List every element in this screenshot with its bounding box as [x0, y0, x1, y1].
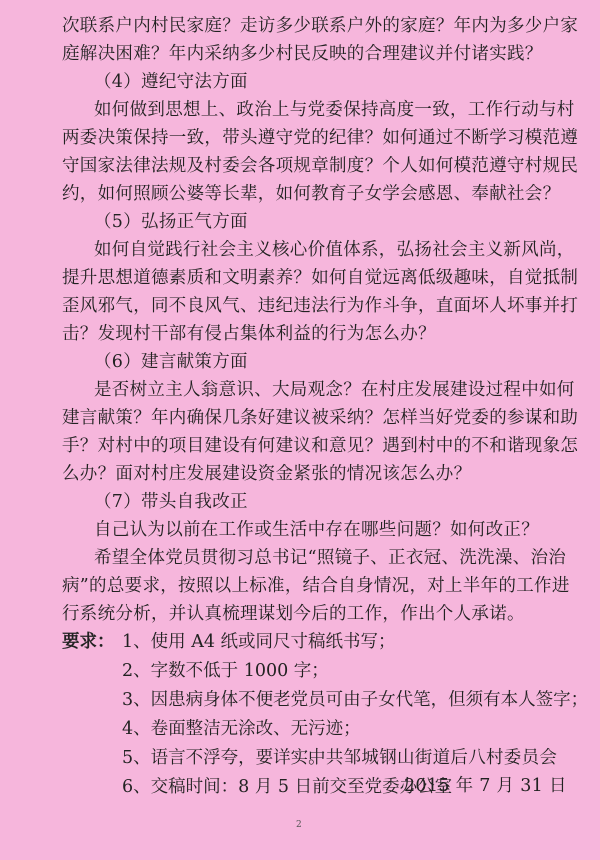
body-line: 自己认为以前在工作或生活中存在哪些问题？如何改正？: [94, 520, 539, 540]
section-heading-6: （6）建言献策方面: [94, 352, 248, 372]
body-line: 约，如何照顾公婆等长辈，如何教育子女学会感恩、奉献社会？: [62, 184, 561, 204]
requirements-label: 要求：: [62, 632, 115, 652]
body-line: 希望全体党员贯彻习总书记“照镜子、正衣冠、洗洗澡、治治: [94, 548, 567, 568]
body-line: 么办？面对村庄发展建设资金紧张的情况该怎么办？: [62, 464, 472, 484]
requirement-item: [62, 628, 554, 657]
body-line: 如何做到思想上、政治上与党委保持高度一致，工作行动与村: [94, 100, 575, 120]
body-line: 歪风邪气，同不良风气、违纪违法行为作斗争，直面坏人坏事并打: [62, 296, 579, 316]
body-line: 两委决策保持一致，带头遵守党的纪律？如何通过不断学习模范遵: [62, 128, 579, 148]
signature-organization: 中共邹城钢山街道后八村委员会: [308, 748, 558, 768]
document-body: [62, 12, 589, 802]
section-heading-5: （5）弘扬正气方面: [94, 212, 248, 232]
requirement-text: 1、使用 A4 纸或同尺寸稿纸书写；: [122, 632, 396, 652]
body-line: 次联系户内村民家庭？走访多少联系户外的家庭？年内为多少户家: [62, 16, 579, 36]
requirement-text: 5、语言不浮夸，要详实。: [122, 748, 326, 768]
body-line: 如何自觉践行社会主义核心价值体系，弘扬社会主义新风尚，: [94, 240, 575, 260]
requirement-item: [62, 686, 589, 715]
body-line: 是否树立主人翁意识、大局观念？在村庄发展建设过程中如何: [94, 380, 575, 400]
requirement-text: 4、卷面整洁无涂改、无污迹；: [122, 719, 361, 739]
section-heading-7: （7）带头自我改正: [94, 492, 248, 512]
section-heading-4: （4）遵纪守法方面: [94, 72, 248, 92]
requirement-text: 6、交稿时间：8 月 5 日前交至党委办公室: [122, 777, 453, 797]
requirement-item: [62, 715, 554, 744]
body-line: 手？对村中的项目建设有何建议和意见？遇到村中的不和谐现象怎: [62, 436, 579, 456]
body-line: 击？发现村干部有侵占集体利益的行为怎么办？: [62, 324, 436, 344]
body-line: 行系统分析，并认真梳理谋划今后的工作，作出个人承诺。: [62, 604, 525, 624]
body-line: 守国家法律法规及村委会各项规章制度？个人如何模范遵守村规民: [62, 156, 579, 176]
body-line: 病”的总要求，按照以上标准，结合自身情况，对上半年的工作进: [62, 576, 570, 596]
requirement-text: 3、因患病身体不便老党员可由子女代笔，但须有本人签字；: [122, 690, 589, 710]
body-line: 建言献策？年内确保几条好建议被采纳？怎样当好党委的参谋和助: [62, 408, 579, 428]
signature-date: 2015 年 7 月 31 日: [404, 776, 567, 796]
body-line: 提升思想道德素质和文明素养？如何自觉远离低级趣味，自觉抵制: [62, 268, 579, 288]
requirement-text: 2、字数不低于 1000 字；: [122, 661, 329, 681]
body-line: 庭解决困难？年内采纳多少村民反映的合理建议并付诸实践？: [62, 44, 543, 64]
requirement-item: [62, 657, 554, 686]
page-number: 2: [296, 820, 302, 830]
